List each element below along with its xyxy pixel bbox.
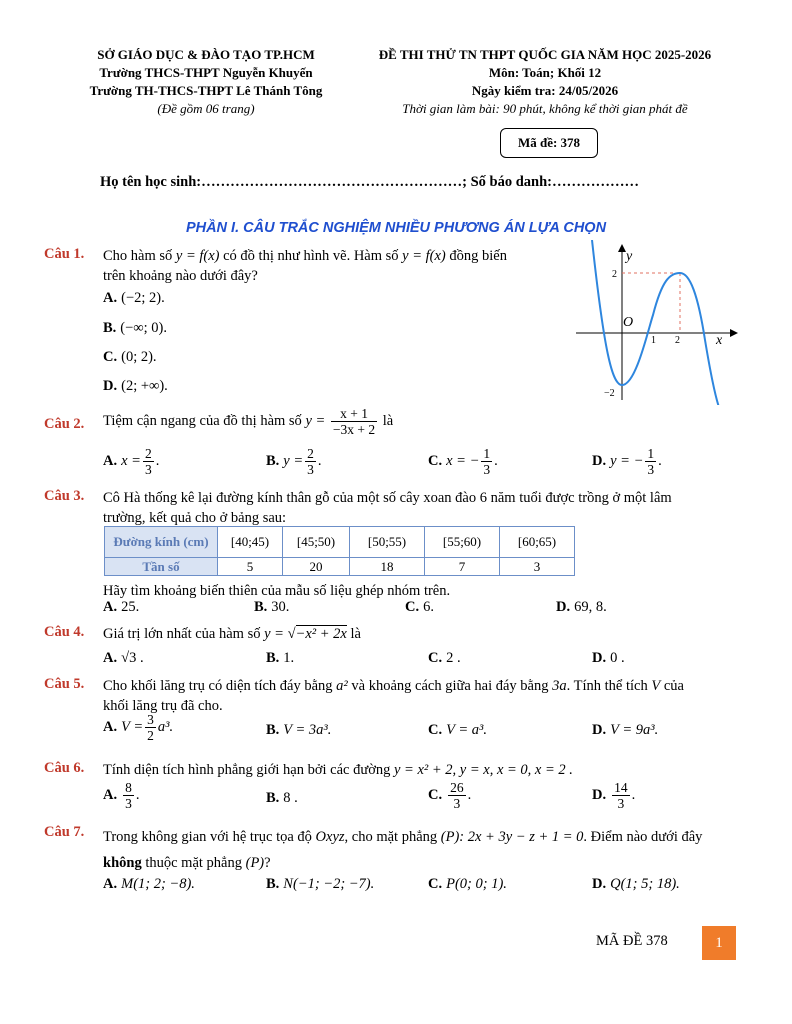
- question-1-option-a[interactable]: A. (−2; 2).: [103, 290, 165, 306]
- frequency-table: [104, 526, 575, 576]
- question-1-text: Cho hàm số y = f(x) có đồ thị như hình vẽ. Hàm số y = f(x) đồng biến trên khoảng nào dưới đây?: [103, 248, 507, 284]
- school-name-1: Trường THCS-THPT Nguyễn Khuyến: [99, 65, 313, 80]
- exam-code-box: Mã đề: 378: [500, 128, 598, 158]
- origin-label: O: [623, 315, 634, 330]
- tick-label-x-1: 1: [651, 335, 656, 346]
- part-title: PHẦN I. CÂU TRẮC NGHIỆM NHIỀU PHƯƠNG ÁN LỰA CHỌN: [185, 220, 607, 236]
- page-count-note: (Đề gồm 06 trang): [157, 101, 255, 116]
- table-cell: [60;65): [500, 527, 575, 558]
- question-1-label: Câu 1.: [44, 246, 85, 262]
- question-3-option-a[interactable]: A. 25.: [103, 599, 140, 615]
- question-4-label: Câu 4.: [44, 624, 85, 640]
- question-3-label: Câu 3.: [44, 488, 85, 504]
- question-1-option-d[interactable]: D. (2; +∞).: [103, 378, 168, 394]
- department-name: SỞ GIÁO DỤC & ĐÀO TẠO TP.HCM: [97, 47, 315, 62]
- table-cell: [40;45): [218, 527, 283, 558]
- question-7-text: Trong không gian với hệ trục tọa độ Oxyz, cho mặt phẳng (P): 2x + 3y − z + 1 = 0. Điểm nào dưới đây không thuộc mặt phẳng (P)?: [103, 829, 703, 871]
- question-3-text: Cô Hà thống kê lại đường kính thân gỗ của một số cây xoan đào 6 năm tuổi được trồng ở một lâm trường, kết quả cho ở bảng sau:: [103, 490, 672, 526]
- question-4-option-b[interactable]: B. 1.: [266, 650, 295, 666]
- question-7-option-c[interactable]: C. P(0; 0; 1).: [428, 876, 507, 892]
- question-2-option-b[interactable]: B. y = $\frac{2}{3}$ .: [266, 446, 322, 477]
- header-right: [360, 46, 730, 118]
- question-3-option-c[interactable]: C. 6.: [405, 599, 434, 615]
- question-2-text: Tiệm cận ngang của đồ thị hàm số y = $\frac{x + 1}{-3x + 2}$ là: [103, 406, 394, 437]
- question-6-option-c[interactable]: C. $\frac{26}{3}$ .: [428, 780, 472, 811]
- question-4-option-a[interactable]: A. √3 .: [103, 650, 144, 666]
- question-5-option-a[interactable]: A. V = $\frac{3}{2}$ a³.: [103, 712, 174, 743]
- question-4-text: Giá trị lớn nhất của hàm số y = √−x² + 2x là: [103, 626, 361, 642]
- question-2-option-d[interactable]: D. y = − $\frac{1}{3}$ .: [592, 446, 662, 477]
- question-5-label: Câu 5.: [44, 676, 85, 692]
- table-cell: 7: [425, 558, 500, 576]
- table-cell: 3: [500, 558, 575, 576]
- table-cell: 18: [350, 558, 425, 576]
- question-3-prompt: Hãy tìm khoảng biến thiên của mẫu số liệu ghép nhóm trên.: [103, 583, 451, 599]
- question-7-label: Câu 7.: [44, 824, 85, 840]
- question-2-label: Câu 2.: [44, 416, 85, 432]
- table-header-diameter: Đường kính (cm): [105, 527, 218, 558]
- question-5-option-c[interactable]: C. V = a³.: [428, 722, 487, 738]
- tick-label-y-minus-2: −2: [604, 388, 615, 399]
- question-5-text: Cho khối lăng trụ có diện tích đáy bằng a² và khoảng cách giữa hai đáy bằng 3a. Tính thể tích V của khối lăng trụ đã cho.: [103, 678, 684, 714]
- function-graph: [570, 240, 742, 405]
- question-7-option-a[interactable]: A. M(1; 2; −8).: [103, 876, 195, 892]
- table-cell: 20: [283, 558, 350, 576]
- y-axis-label: y: [626, 249, 633, 264]
- question-1-option-c[interactable]: C. (0; 2).: [103, 349, 157, 365]
- tick-label-x-2: 2: [675, 335, 680, 346]
- table-header-frequency: Tần số: [105, 558, 218, 576]
- subject: Môn: Toán; Khối 12: [488, 65, 602, 80]
- table-cell: [50;55): [350, 527, 425, 558]
- tick-label-y-2: 2: [612, 269, 617, 280]
- exam-duration: Thời gian làm bài: 90 phút, không kể thời gian phát đề: [402, 101, 688, 116]
- question-6-option-d[interactable]: D. $\frac{14}{3}$ .: [592, 780, 636, 811]
- exam-date: Ngày kiểm tra: 24/05/2026: [471, 83, 619, 98]
- question-7-option-b[interactable]: B. N(−1; −2; −7).: [266, 876, 375, 892]
- page-number: 1: [702, 926, 736, 960]
- question-5-option-d[interactable]: D. V = 9a³.: [592, 722, 659, 738]
- student-info-line: Họ tên học sinh:………………………………………………; Số báo danh:………………: [100, 174, 639, 190]
- question-3-option-b[interactable]: B. 30.: [254, 599, 290, 615]
- header-left: [56, 46, 356, 118]
- table-cell: 5: [218, 558, 283, 576]
- question-2-option-a[interactable]: A. x = $\frac{2}{3}$ .: [103, 446, 160, 477]
- question-6-option-b[interactable]: B. 8 .: [266, 790, 298, 806]
- exam-title: ĐỀ THI THỬ TN THPT QUỐC GIA NĂM HỌC 2025-2026: [378, 47, 712, 62]
- question-3-option-d[interactable]: D. 69, 8.: [556, 599, 607, 615]
- question-6-option-a[interactable]: A. $\frac{8}{3}$ .: [103, 780, 140, 811]
- table-cell: [45;50): [283, 527, 350, 558]
- question-4-option-d[interactable]: D. 0 .: [592, 650, 625, 666]
- x-axis-label: x: [716, 333, 723, 348]
- question-5-option-b[interactable]: B. V = 3a³.: [266, 722, 332, 738]
- question-2-option-c[interactable]: C. x = − $\frac{1}{3}$ .: [428, 446, 498, 477]
- question-1-option-b[interactable]: B. (−∞; 0).: [103, 320, 167, 336]
- table-cell: [55;60): [425, 527, 500, 558]
- question-6-text: Tính diện tích hình phẳng giới hạn bởi các đường y = x² + 2, y = x, x = 0, x = 2 .: [103, 762, 573, 778]
- footer-exam-code: MÃ ĐỀ 378: [596, 933, 668, 949]
- question-7-option-d[interactable]: D. Q(1; 5; 18).: [592, 876, 680, 892]
- question-6-label: Câu 6.: [44, 760, 85, 776]
- question-4-option-c[interactable]: C. 2 .: [428, 650, 461, 666]
- function-curve: [592, 240, 720, 405]
- school-name-2: Trường TH-THCS-THPT Lê Thánh Tông: [89, 83, 323, 98]
